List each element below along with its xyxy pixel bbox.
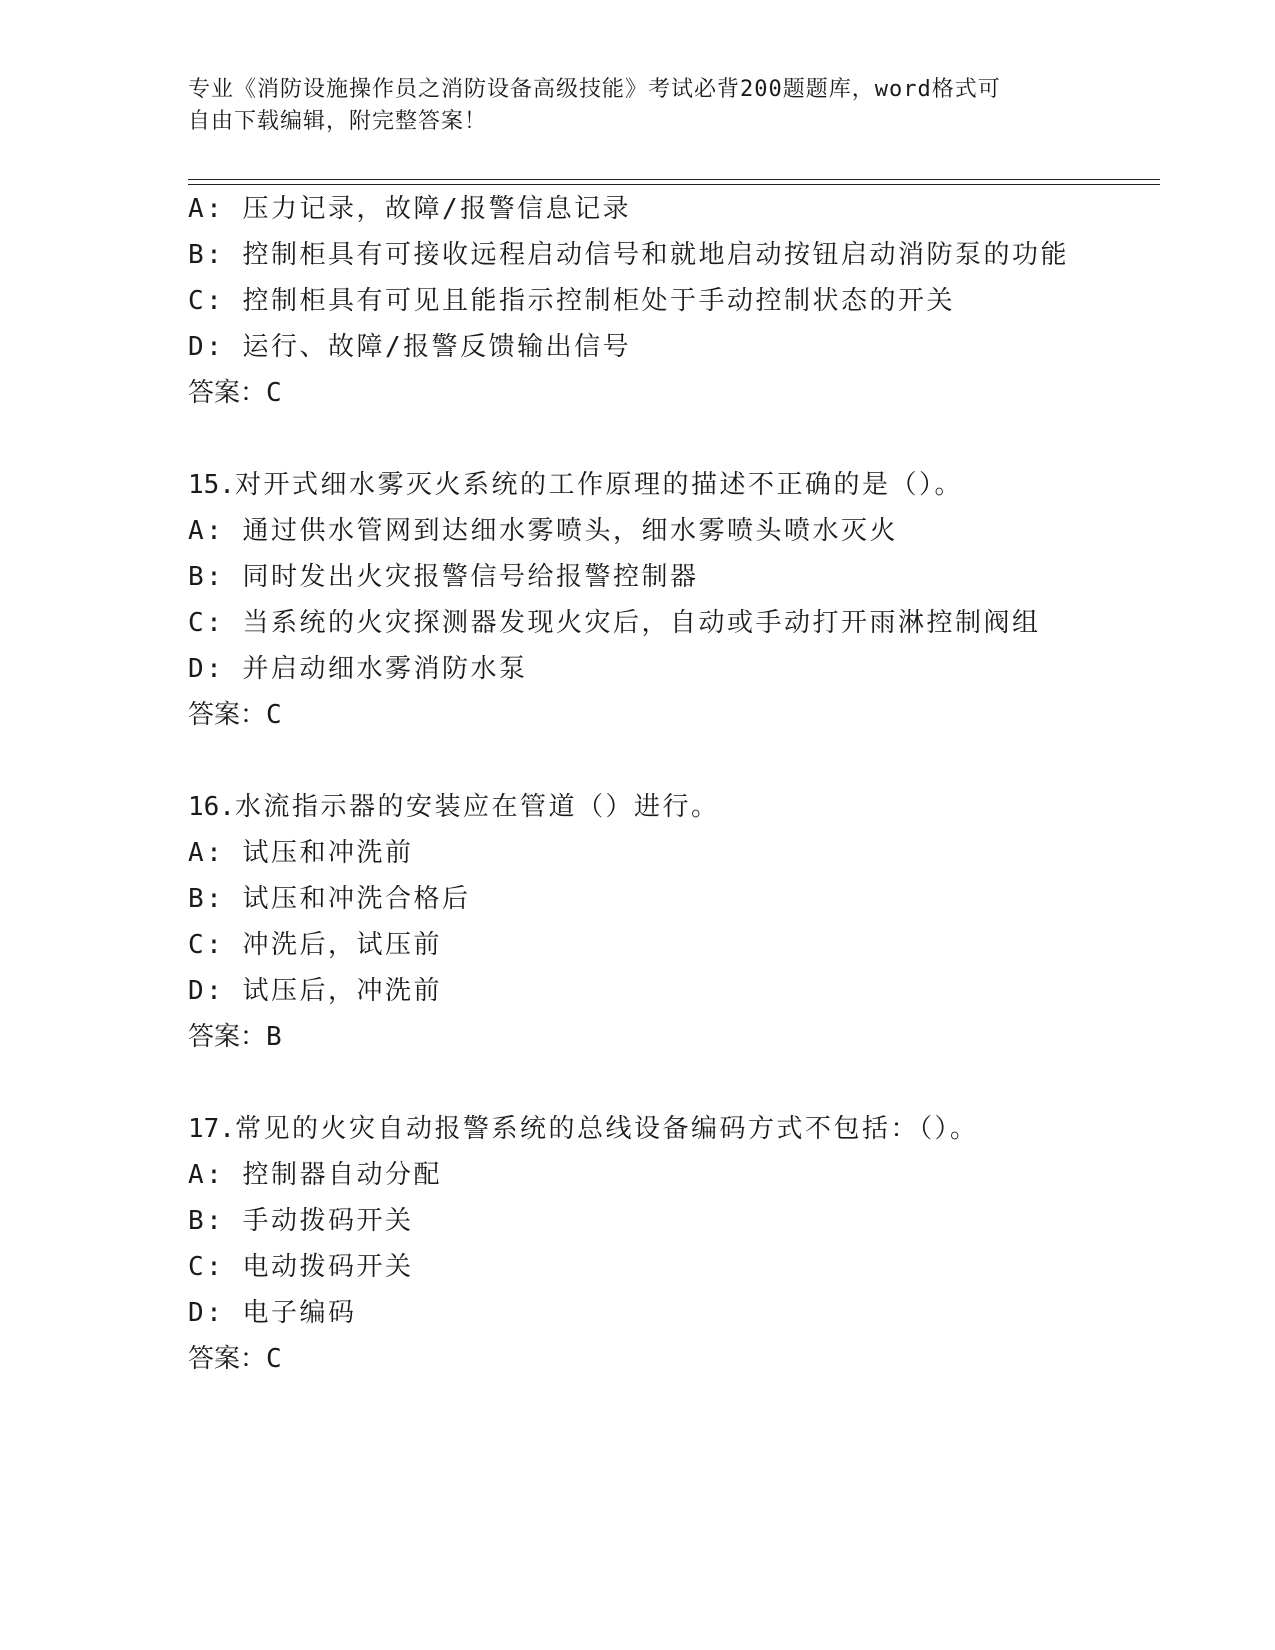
option-d: D: 电子编码 — [188, 1298, 357, 1328]
option-b: B: 试压和冲洗合格后 — [188, 884, 471, 914]
question-spacer — [188, 738, 1188, 784]
question-17-block — [188, 1106, 1188, 1382]
option-d: D: 并启动细水雾消防水泵 — [188, 654, 528, 684]
question-spacer — [188, 416, 1188, 462]
header-divider-top — [188, 179, 1160, 180]
option-b: B: 同时发出火灾报警信号给报警控制器 — [188, 562, 699, 592]
option-b: B: 手动拨码开关 — [188, 1206, 414, 1236]
answer-line: 答案：C — [188, 700, 282, 730]
option-a: A: 试压和冲洗前 — [188, 838, 414, 868]
question-15-text: 15.对开式细水雾灭火系统的工作原理的描述不正确的是（）。 — [188, 470, 963, 500]
question-16-text: 16.水流指示器的安装应在管道（）进行。 — [188, 792, 720, 822]
question-17-text: 17.常见的火灾自动报警系统的总线设备编码方式不包括：（）。 — [188, 1114, 979, 1144]
document-header — [188, 74, 1088, 138]
answer-line: 答案：C — [188, 1344, 282, 1374]
option-a: A: 压力记录，故障/报警信息记录 — [188, 194, 632, 224]
option-c: C: 电动拨码开关 — [188, 1252, 414, 1282]
option-b: B: 控制柜具有可接收远程启动信号和就地启动按钮启动消防泵的功能 — [188, 240, 1069, 270]
question-spacer — [188, 1060, 1188, 1106]
header-divider-bottom — [188, 184, 1160, 185]
option-a: A: 控制器自动分配 — [188, 1160, 442, 1190]
option-a: A: 通过供水管网到达细水雾喷头，细水雾喷头喷水灭火 — [188, 516, 898, 546]
question-list — [188, 186, 1188, 1382]
option-d: D: 试压后，冲洗前 — [188, 976, 442, 1006]
header-line-1: 专业《消防设施操作员之消防设备高级技能》考试必背200题题库，word格式可 — [188, 77, 1001, 102]
option-c: C: 控制柜具有可见且能指示控制柜处于手动控制状态的开关 — [188, 286, 955, 316]
answer-line: 答案：C — [188, 378, 282, 408]
header-line-2: 自由下载编辑，附完整答案！ — [188, 109, 488, 134]
continued-question-block — [188, 186, 1188, 416]
question-16-block — [188, 784, 1188, 1060]
question-15-block — [188, 462, 1188, 738]
option-c: C: 当系统的火灾探测器发现火灾后，自动或手动打开雨淋控制阀组 — [188, 608, 1041, 638]
answer-line: 答案：B — [188, 1022, 282, 1052]
option-d: D: 运行、故障/报警反馈输出信号 — [188, 332, 632, 362]
option-c: C: 冲洗后，试压前 — [188, 930, 442, 960]
